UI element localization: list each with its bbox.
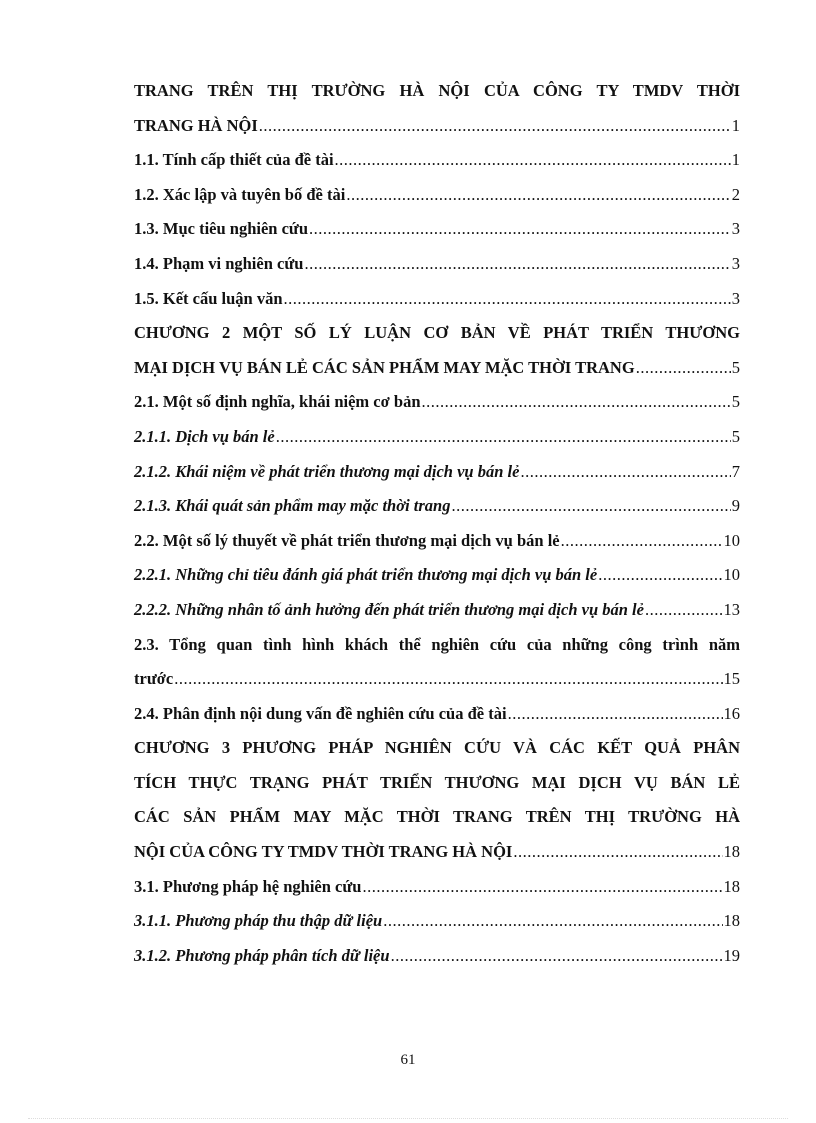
dot-leader — [362, 870, 722, 905]
toc-entry-label: 2.1.2. Khái niệm về phát triển thương mại dịch vụ bán lẻ — [134, 461, 520, 481]
toc-entry[interactable] — [134, 489, 740, 524]
dot-leader — [645, 593, 723, 628]
dot-leader — [383, 904, 722, 939]
toc-page-number: 1 — [731, 115, 740, 135]
toc-page-number: 2 — [731, 184, 740, 204]
page-number: 61 — [400, 1052, 416, 1068]
toc-entry-label: 1.2. Xác lập và tuyên bố đề tài — [134, 184, 346, 204]
toc-entry-label: MẠI DỊCH VỤ BÁN LẺ CÁC SẢN PHẨM MAY MẶC THỜI TRANG — [134, 357, 635, 377]
toc-entry[interactable] — [134, 247, 740, 282]
dot-leader — [335, 143, 731, 178]
toc-entry-label: 1.5. Kết cấu luận văn — [134, 288, 283, 308]
toc-entry-line: TRANG TRÊN THỊ TRƯỜNG HÀ NỘI CỦA CÔNG TY TMDV THỜI — [134, 81, 740, 100]
toc-page-number: 15 — [723, 669, 740, 689]
dot-leader — [636, 351, 731, 386]
toc-entry-label: trước — [134, 669, 174, 689]
toc-entry-line: 2.3. Tổng quan tình hình khách thể nghiên cứu của những công trình năm — [134, 634, 740, 654]
toc-page-number: 3 — [731, 219, 740, 239]
toc-entry-line: CHƯƠNG 2 MỘT SỐ LÝ LUẬN CƠ BẢN VỀ PHÁT TRIỂN THƯƠNG — [134, 323, 740, 343]
toc-page-number: 5 — [731, 426, 740, 446]
dot-leader — [451, 489, 730, 524]
toc-page-number: 18 — [723, 842, 740, 862]
dot-leader — [391, 939, 723, 974]
table-of-contents — [134, 74, 740, 973]
toc-entry[interactable] — [134, 697, 740, 732]
toc-entry[interactable] — [134, 628, 740, 697]
toc-entry-line: CHƯƠNG 3 PHƯƠNG PHÁP NGHIÊN CỨU VÀ CÁC KẾT QUẢ PHÂN — [134, 738, 740, 758]
toc-page-number: 5 — [731, 357, 740, 377]
toc-entry-label: NỘI CỦA CÔNG TY TMDV THỜI TRANG HÀ NỘI — [134, 842, 513, 862]
toc-entry[interactable] — [134, 316, 740, 385]
toc-entry[interactable] — [134, 558, 740, 593]
dot-leader — [259, 109, 731, 144]
toc-page-number: 1 — [731, 150, 740, 170]
toc-entry[interactable] — [134, 420, 740, 455]
toc-entry-line: TÍCH THỰC TRẠNG PHÁT TRIỂN THƯƠNG MẠI DỊCH VỤ BÁN LẺ — [134, 772, 740, 792]
page-border — [28, 1118, 788, 1119]
toc-entry[interactable] — [134, 178, 740, 213]
toc-page-number: 3 — [731, 288, 740, 308]
toc-entry-label: 2.1.3. Khái quát sản phẩm may mặc thời trang — [134, 496, 451, 516]
toc-entry[interactable] — [134, 212, 740, 247]
dot-leader — [346, 178, 730, 213]
dot-leader — [422, 385, 731, 420]
dot-leader — [284, 282, 731, 317]
toc-entry-label: 3.1.2. Phương pháp phân tích dữ liệu — [134, 945, 390, 965]
toc-page-number: 9 — [731, 496, 740, 516]
toc-entry-label: 2.1.1. Dịch vụ bán lẻ — [134, 426, 275, 446]
toc-entry-label: 2.2.2. Những nhân tố ảnh hưởng đến phát triển thương mại dịch vụ bán lẻ — [134, 599, 644, 619]
toc-entry[interactable] — [134, 870, 740, 905]
toc-entry-label: 3.1.1. Phương pháp thu thập dữ liệu — [134, 911, 383, 931]
toc-entry[interactable] — [134, 74, 740, 143]
toc-entry-label: 2.1. Một số định nghĩa, khái niệm cơ bản — [134, 392, 421, 412]
toc-page-number: 7 — [731, 461, 740, 481]
toc-entry-label: 1.1. Tính cấp thiết của đề tài — [134, 150, 334, 170]
toc-entry-line: CÁC SẢN PHẨM MAY MẶC THỜI TRANG TRÊN THỊ TRƯỜNG HÀ — [134, 807, 740, 827]
toc-page-number: 18 — [723, 911, 740, 931]
toc-entry-label: 1.3. Mục tiêu nghiên cứu — [134, 219, 308, 239]
toc-entry-label: 2.2.1. Những chỉ tiêu đánh giá phát triển thương mại dịch vụ bán lẻ — [134, 565, 598, 585]
toc-entry[interactable] — [134, 593, 740, 628]
dot-leader — [174, 662, 722, 697]
toc-entry[interactable] — [134, 731, 740, 869]
dot-leader — [561, 524, 723, 559]
toc-entry-label: 2.4. Phân định nội dung vấn đề nghiên cứu của đề tài — [134, 703, 507, 723]
toc-page-number: 3 — [731, 253, 740, 273]
dot-leader — [513, 835, 722, 870]
dot-leader — [304, 247, 730, 282]
dot-leader — [508, 697, 723, 732]
toc-entry[interactable] — [134, 455, 740, 490]
toc-entry[interactable] — [134, 143, 740, 178]
toc-page-number: 13 — [723, 599, 740, 619]
toc-entry-label: TRANG HÀ NỘI — [134, 115, 258, 135]
dot-leader — [598, 558, 722, 593]
toc-entry[interactable] — [134, 904, 740, 939]
dot-leader — [520, 455, 730, 490]
toc-entry[interactable] — [134, 385, 740, 420]
toc-page-number: 16 — [723, 703, 740, 723]
toc-page-number: 10 — [723, 530, 740, 550]
toc-page-number: 19 — [723, 945, 740, 965]
toc-entry-label: 2.2. Một số lý thuyết về phát triển thương mại dịch vụ bán lẻ — [134, 530, 560, 550]
toc-entry[interactable] — [134, 524, 740, 559]
toc-page-number: 5 — [731, 392, 740, 412]
toc-entry[interactable] — [134, 939, 740, 974]
dot-leader — [276, 420, 731, 455]
toc-page-number: 10 — [723, 565, 740, 585]
toc-page-number: 18 — [723, 876, 740, 896]
toc-entry[interactable] — [134, 282, 740, 317]
toc-entry-label: 3.1. Phương pháp hệ nghiên cứu — [134, 876, 362, 896]
dot-leader — [309, 212, 731, 247]
toc-entry-label: 1.4. Phạm vi nghiên cứu — [134, 253, 304, 273]
